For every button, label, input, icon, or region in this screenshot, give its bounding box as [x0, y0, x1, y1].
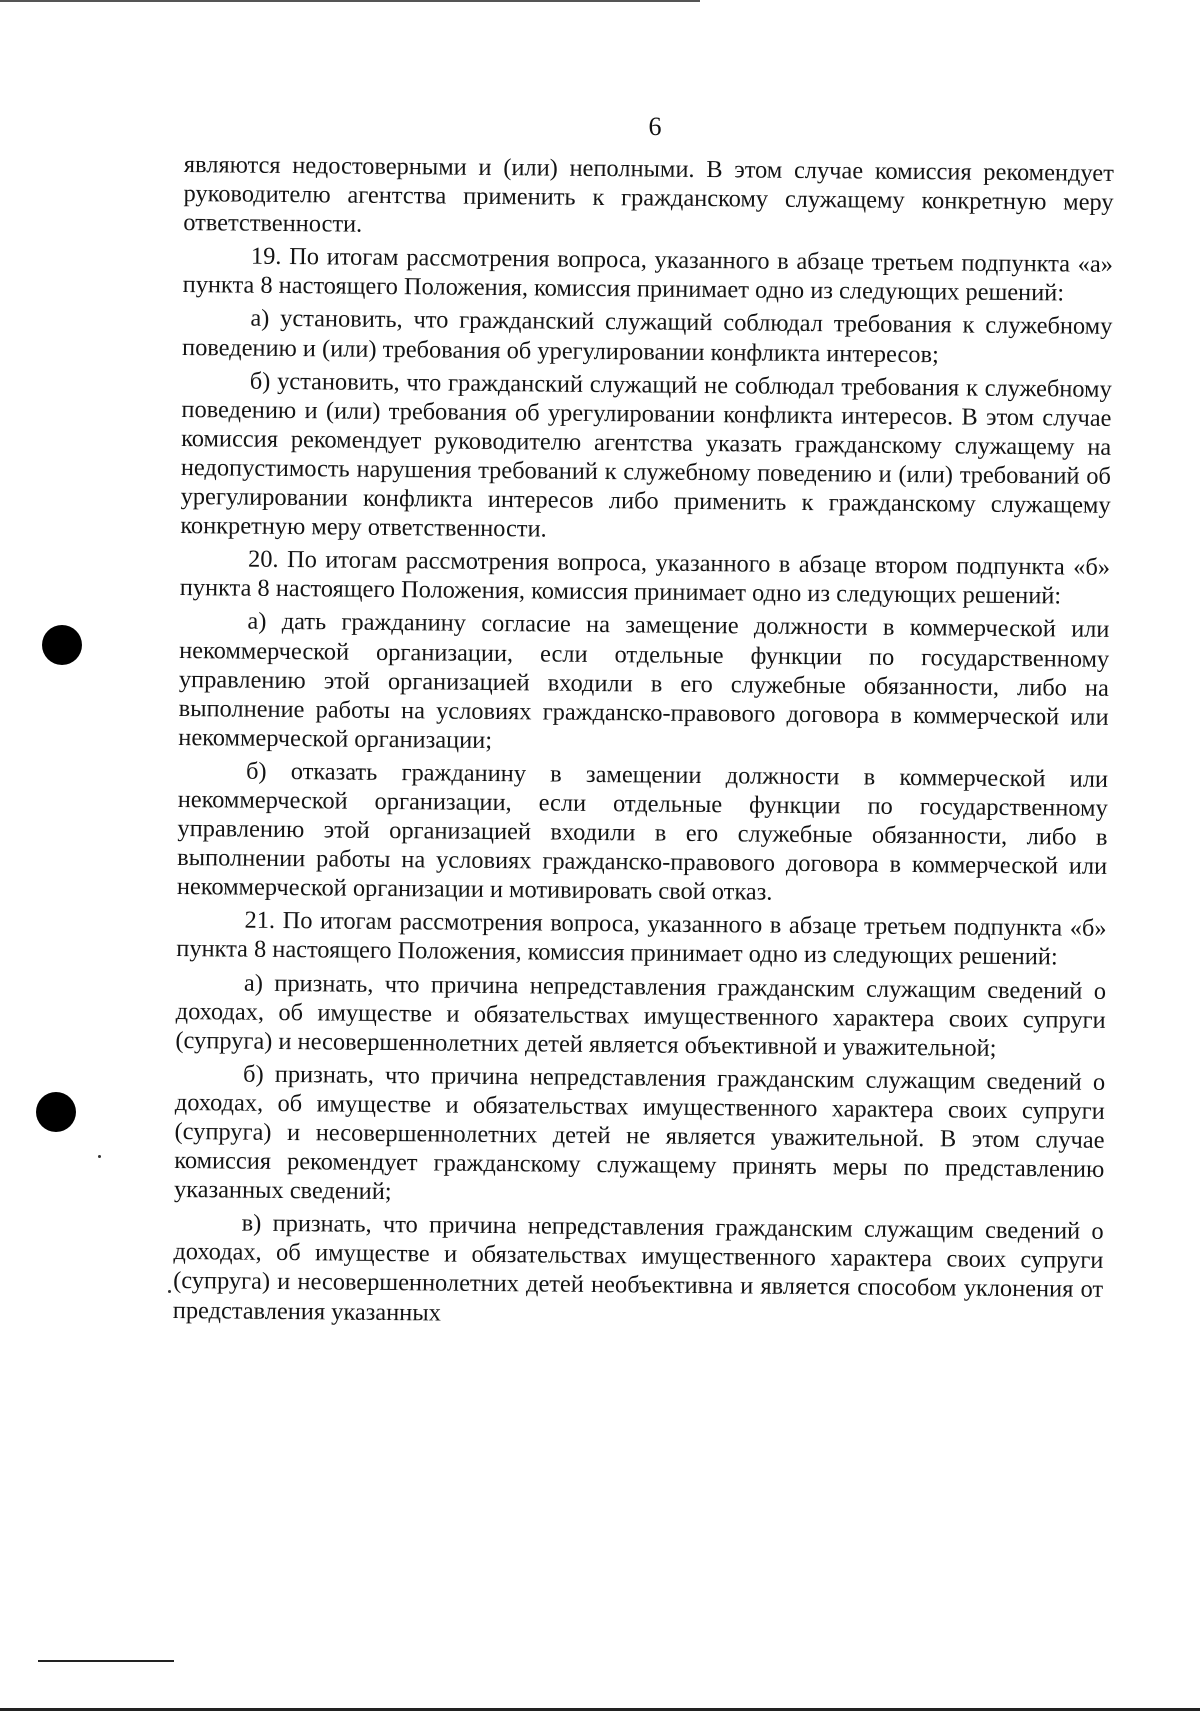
footnote-rule [38, 1660, 174, 1662]
paragraph-20: 20. По итогам рассмотрения вопроса, указанного в абзаце втором подпункта «б» пункта 8 настоящего Положения, комиссия принимает одно из следующих решений: [179, 545, 1111, 610]
paragraph-continuation: являются недостоверными и (или) неполными. В этом случае комиссия рекомендует руководителю агентства применить к гражданскому служащему конкретную меру ответственности. [183, 150, 1114, 238]
scan-speck [98, 1155, 101, 1158]
paragraph-19-a: а) установить, что гражданский служащий соблюдал требования к служебному поведению и (или) требования об урегулировании конфликта интересов; [181, 305, 1113, 368]
page-number: 6 [648, 112, 662, 141]
scan-speck [168, 1290, 171, 1293]
punch-hole [36, 1092, 76, 1132]
paragraph-20-a: а) дать гражданину согласие на замещение должности в коммерческой или некоммерческой организации, если отдельные функции по государственному управлению этой организацией входили в его служебные обязанности, либо на выполнение работы на условиях гражданско-правового договора в коммерческой или некоммерческой организации; [178, 608, 1110, 754]
paragraph-21: 21. По итогам рассмотрения вопроса, указанного в абзаце третьем подпункта «б» пункта 8 настоящего Положения, комиссия принимает одно из следующих решений: [176, 906, 1107, 971]
paragraph-20-b: б) отказать гражданину в замещении должности в коммерческой или некоммерческой организации, если отдельные функции по государственному управлению этой организацией входили в его служебные обязанности, либо в выполнении работы на условиях гражданско-правового договора в коммерческой или некоммерческой организации и мотивировать свой отказ. [176, 757, 1109, 906]
paragraph-21-a: а) признать, что причина непредставления гражданским служащим сведений о доходах, об имуществе и обязательствах имущественного характера своих супруги (супруга) и несовершеннолетних детей является объективной и уважительной; [175, 969, 1107, 1062]
paragraph-19: 19. По итогам рассмотрения вопроса, указанного в абзаце третьем подпункта «а» пункта 8 настоящего Положения, комиссия принимает одно из следующих решений: [182, 242, 1114, 307]
paragraph-19-b: б) установить, что гражданский служащий не соблюдал требования к служебному поведению и (или) требования об урегулировании конфликта интересов. В этом случае комиссия рекомендует руководителю агентства указать гражданскому служащему на недопустимость нарушения требований к служебному поведению и (или) требований об урегулировании конфликта интересов либо применить к гражданскому служащему конкретную меру ответственности. [180, 367, 1112, 543]
paragraph-21-b: б) признать, что причина непредставления гражданским служащим сведений о доходах, об имуществе и обязательствах имущественного характера своих супруги (супруга) и несовершеннолетних детей не является уважительной. В этом случае комиссия рекомендует гражданскому служащему принять меры по представлению указанных сведений; [173, 1060, 1106, 1206]
punch-hole [42, 625, 82, 665]
paragraph-21-c: в) признать, что причина непредставления гражданским служащим сведений о доходах, об имуществе и обязательствах имущественного характера своих супруги (супруга) и несовершеннолетних детей необъективна и является способом уклонения от представления указанных [172, 1209, 1104, 1327]
top-scan-edge [0, 0, 700, 2]
body-text [173, 150, 1114, 1338]
